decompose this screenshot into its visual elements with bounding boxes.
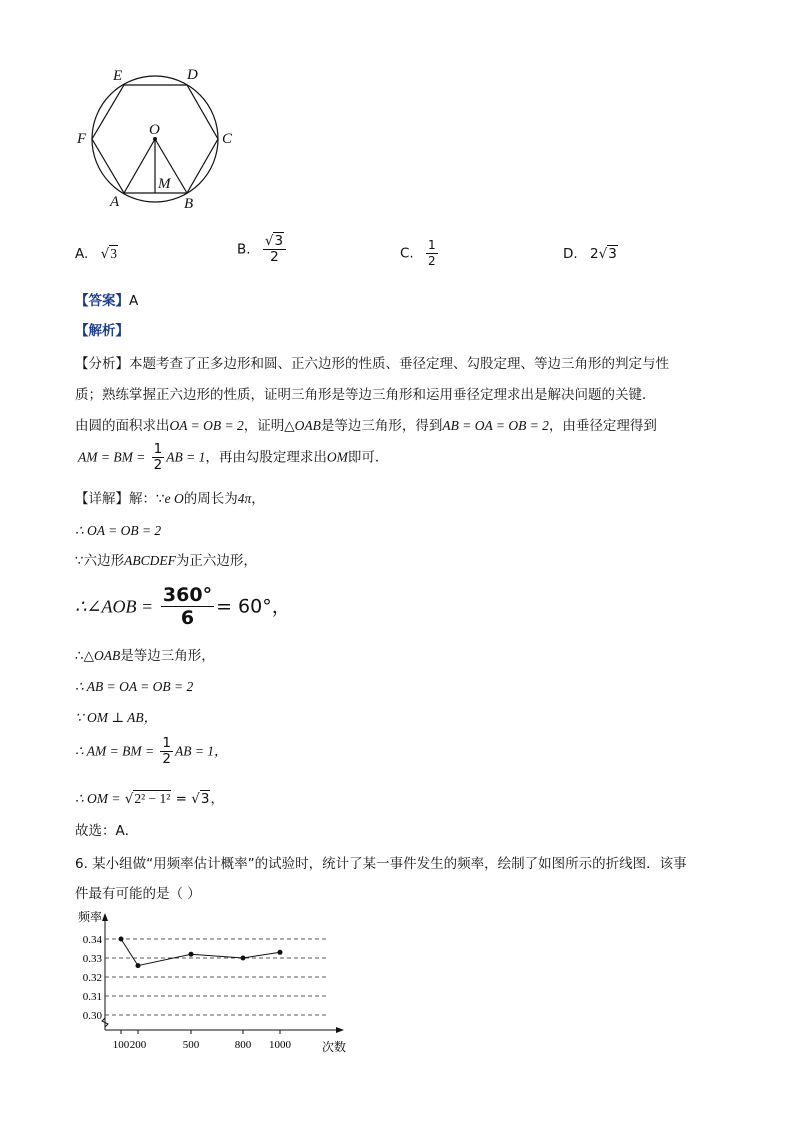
detail-step3: ∵六边形ABCDEF为正六边形， [75, 553, 257, 569]
fenxi-line3: 由圆的面积求出OA = OB = 2，证明△OAB是等边三角形，得到AB = OA = OB = 2，由垂径定理得到 [75, 418, 657, 434]
detail-step5: ∴△OAB是等边三角形， [75, 648, 215, 664]
q6-line2: 件最有可能的是（ ） [75, 886, 201, 902]
y-tick-label: 0.34 [82, 934, 102, 946]
label-O: O [149, 122, 160, 138]
x-axis-title: 次数 [322, 1040, 347, 1054]
data-point [241, 956, 246, 961]
detail-step8: ∴ AM = BM = $\frac{1}{2}$ AB = 1， [75, 735, 228, 767]
detail-step9: ∴ OM = √2² − 1² = √3， [75, 791, 224, 807]
x-tick-label: 500 [182, 1039, 200, 1051]
detail-step7: ∵ OM ⊥ AB， [75, 710, 158, 725]
detail-step4: ∴∠AOB = $\frac{360^\circ}{6}$ = 60°， [75, 584, 291, 629]
segment-OA [124, 139, 155, 193]
y-tick-label: 0.32 [82, 972, 102, 984]
x-tick-label: 800 [234, 1039, 252, 1051]
data-point [119, 937, 124, 942]
frequency-line-chart [60, 905, 360, 1055]
y-axis-arrow [102, 913, 108, 921]
answer-line: 【答案】A [75, 293, 139, 309]
q6-line1: 6. 某小组做“用频率估计概率”的试验时，统计了某一事件发生的频率，绘制了如图所示的折线图．该事 [75, 856, 687, 872]
y-axis-title: 频率 [78, 910, 103, 924]
detail-conclusion: 故选：A． [75, 823, 139, 839]
label-D: D [187, 67, 198, 83]
data-point [136, 963, 141, 968]
detail-step6: ∴ AB = OA = OB = 2 [75, 679, 194, 694]
y-tick-label: 0.31 [82, 991, 102, 1003]
analysis-heading: 【解析】 [75, 323, 129, 339]
x-tick-label: 200 [129, 1039, 147, 1051]
data-point [278, 950, 283, 955]
x-tick-label: 1000 [269, 1039, 291, 1051]
fenxi-line2: 质；熟练掌握正六边形的性质，证明三角形是等边三角形和运用垂径定理求出是解决问题的关键． [75, 387, 656, 403]
label-F: F [77, 131, 87, 147]
label-E: E [113, 68, 123, 84]
detail-step1: 【详解】解：∵e O的周长为4π， [75, 491, 265, 507]
label-B: B [184, 196, 194, 212]
label-A: A [110, 194, 120, 210]
detail-step2: ∴ OA = OB = 2 [75, 523, 162, 538]
label-M: M [158, 176, 171, 192]
y-tick-label: 0.33 [82, 953, 102, 965]
series-line [121, 939, 280, 966]
choice-d: D. 2√3 [563, 246, 617, 262]
x-tick-label: 100 [112, 1039, 130, 1051]
data-point [189, 952, 194, 957]
choice-c: C. $\frac{1}{2}$ [400, 238, 436, 268]
choice-a: A. √3 [75, 246, 117, 262]
fenxi-line1: 【分析】本题考查了正多边形和圆、正六边形的性质、垂径定理、勾股定理、等边三角形的判定与性 [75, 356, 669, 372]
choice-b: B. $\frac{√3}{2}$ [237, 234, 288, 265]
fenxi-line4: AM = BM = $\frac{1}{2}$ AB = 1，再由勾股定理求出OM即可． [78, 441, 389, 473]
x-axis-arrow [336, 1027, 344, 1033]
label-C: C [222, 131, 233, 147]
y-tick-label: 0.30 [82, 1010, 102, 1022]
